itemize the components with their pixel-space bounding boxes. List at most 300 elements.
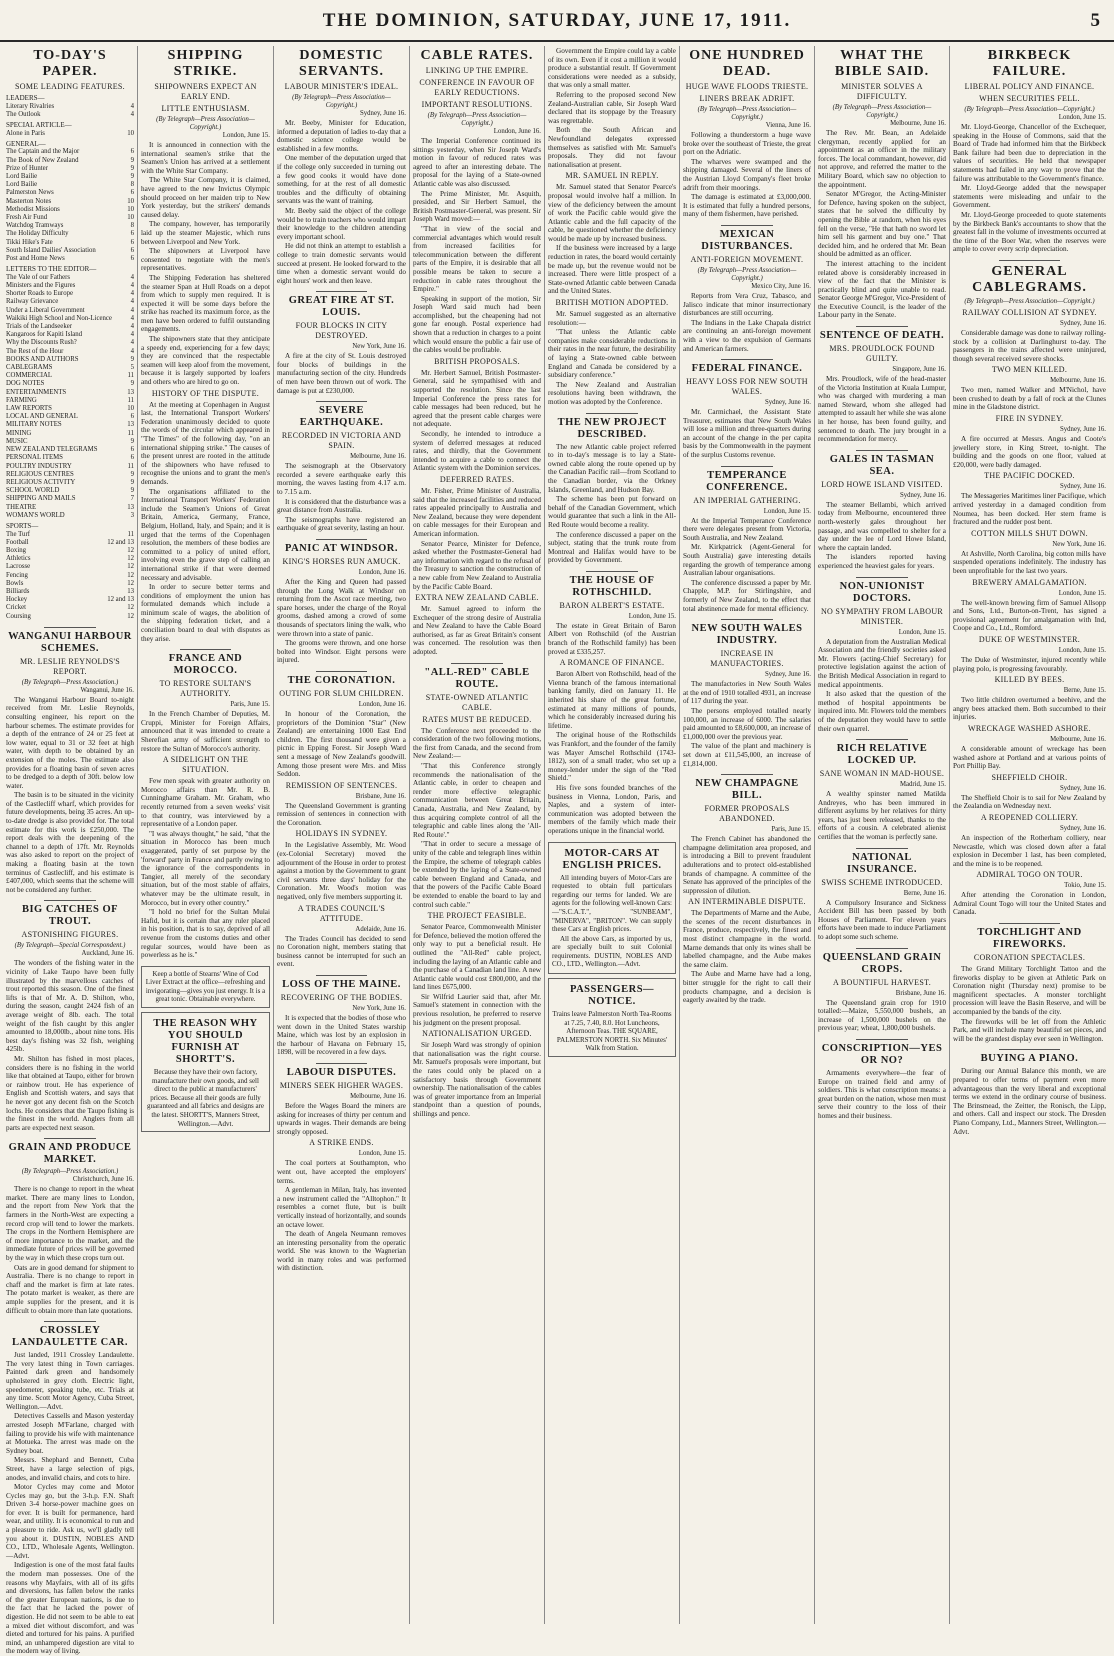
index-entry-page: 12: [127, 563, 134, 571]
separator: [999, 260, 1060, 261]
paragraph: The value of the plant and machinery is set down at £11,545,000, an increase of £1,814,000.: [683, 742, 811, 768]
headline: LOSS OF THE MAINE.: [282, 979, 401, 990]
index-letters: [6, 274, 134, 356]
headline: ONE HUNDRED DEAD.: [689, 48, 805, 79]
credit: (By Telegraph—Press Association—Copyright.): [292, 94, 391, 109]
article-body: [277, 802, 406, 828]
article-death-sentence: [818, 330, 946, 444]
headline: CONSCRIPTION—YES OR NO?: [821, 1043, 943, 1066]
paragraph: The grooms were thrown, and one horse bolted into Windsor. Eight persons were injured.: [277, 639, 406, 665]
article-body: [6, 1351, 134, 1656]
index-entry-label: The Rest of the Hour: [6, 347, 64, 355]
subheading: BRITISH PROPOSALS.: [434, 356, 520, 366]
cablegram-item: [953, 773, 1106, 811]
paragraph: "That unless the Atlantic cable companies make considerable reductions in their rates in the near future, the desirability of laying a State-owned cable between England and Canada be considered by a subsidiary conference.": [548, 328, 676, 380]
index-title: TO-DAY'S PAPER.: [33, 48, 107, 79]
advertisement: [141, 966, 270, 1008]
dateline: London, June 15.: [358, 1150, 406, 1158]
article-body: [548, 670, 676, 835]
index-entry: [6, 454, 134, 462]
separator: [999, 923, 1060, 924]
paragraph: He did not think an attempt to establish a college to train domestic servants would succeed at present. He looked forward to the time when a domestic servant would do eight hours' work and then leave.: [277, 242, 406, 285]
index-entry-page: 6: [130, 413, 134, 421]
index-entry: [6, 405, 134, 413]
article-body: [141, 141, 270, 387]
index-entry: [6, 148, 134, 156]
paragraph: The conference discussed a paper on the subject, stating that the trunk route from Montreal and Halifax would have to be provided by Government.: [548, 530, 676, 565]
article-coronation: [277, 675, 406, 969]
index-entry-page: 11: [127, 462, 134, 470]
headline: GREAT FIRE AT ST. LOUIS.: [288, 295, 395, 319]
advertisement: [141, 1012, 270, 1132]
cablegram-item: [953, 365, 1106, 412]
index-entry-page: 13: [127, 388, 134, 396]
article-doctors: [818, 581, 946, 734]
headline: LABOUR DISPUTES.: [286, 1066, 397, 1078]
index-entry-page: 9: [130, 437, 134, 445]
article-body: [141, 777, 270, 959]
dateline: Brisbane, June 16.: [895, 989, 946, 997]
article-gales: [818, 454, 946, 571]
index-sports: [6, 531, 134, 621]
dateline: London, June 15.: [898, 628, 946, 636]
paragraph: Mr. Herbert Samuel, British Postmaster-General, said he sympathised with and supported the resolution. Since the last Imperial Conference the press rates for cable messages had been reduced, but he agreed that the present cable charges were not adequate.: [413, 368, 541, 429]
article-wanganui: [6, 631, 134, 895]
index-entry: [6, 539, 134, 547]
index-entry-label: FARMING: [6, 396, 37, 404]
paragraph: The estate in Great Britain of Baron Albert von Rothschild (of the Austrian branch of the Rothschild family) has been proved at £335,257.: [548, 621, 676, 656]
article-body: [277, 1159, 406, 1273]
paragraph: The steamer Bellambi, which arrived today from Melbourne, encountered three north-westerly gales throughout her passage, and was compelled to shelter for a day under the lee of Lord Howe Island, where the captain landed.: [818, 500, 946, 552]
masthead-title: THE DOMINION, SATURDAY, JUNE 17, 1911.: [322, 10, 792, 31]
dateline: Wanganui, June 16.: [80, 686, 134, 694]
headline: TORCHLIGHT AND FIREWORKS.: [977, 927, 1082, 951]
index-entry: [6, 130, 134, 138]
dateline: London, June 15.: [222, 132, 270, 139]
paragraph: The shipowners at Liverpool have consented to negotiate with the men's representatives.: [141, 247, 270, 273]
index-entry: [6, 604, 134, 612]
paragraph: The Rev. Mr. Bean, an Adelaide clergyman, recently applied for an appointment as an officer in the military forces. The local commandant, however, did not approve, and referred the matter to the Military Board, which saw no objection to the appointment.: [818, 129, 946, 189]
index-entry-page: 4: [130, 290, 134, 298]
index-entry-page: 6: [130, 446, 134, 454]
headline: NEW CHAMPAGNE BILL.: [695, 778, 799, 802]
separator: [586, 413, 637, 414]
article-body: [277, 935, 406, 969]
separator: [856, 326, 907, 327]
paragraph: It is considered that the disturbance was a great distance from Australia.: [277, 497, 406, 515]
index-entry: [6, 111, 134, 119]
paragraph: Senator M'Gregor, the Acting-Minister for Defence, having spoken on the subject, states that he solved the difficulty by opening the Bible at random, when his eyes fell on the verse, "He that hath no sword let him sell his garment and buy one." That decided him, and he ordered that Mr. Bean should be admitted as an officer.: [818, 190, 946, 259]
paragraph: The manufactories in New South Wales at the end of 1910 totalled 4931, an increase of 117 during the year.: [683, 680, 811, 706]
index-entry: [6, 471, 134, 479]
article-body: [6, 959, 134, 1132]
subheading: BRITISH MOTION ADOPTED.: [555, 298, 669, 308]
index-entry-page: 13: [127, 503, 134, 511]
index-entry-page: 12: [127, 579, 134, 587]
index-entry: [6, 463, 134, 471]
index-entry-page: 4: [130, 298, 134, 306]
paragraph: Mr. Shilton has fished in most places, considers there is no fishing in the world like that obtained at Taupo, either for brown or rainbow trout. He has experience of English and Scottish waters, and says that he never got any decent fish on the Scotch lochs. He considers that the Taupo fishing is the finest in the world. Anglers from all parts are expected next season.: [6, 1054, 134, 1132]
subheading: MR. SAMUEL IN REPLY.: [565, 171, 659, 181]
index-entry-page: 4: [130, 347, 134, 355]
dateline: Sydney, June 16.: [1059, 426, 1106, 434]
index-entry: [6, 206, 134, 214]
cablegram-body: A fire occurred at Messrs. Angus and Coote's jewellery store, in King Street, to-night. The building and the goods on one floor, valued at £20,000, were badly damaged.: [953, 435, 1106, 469]
subheading: CORONATION SPECTACLES.: [973, 953, 1086, 963]
paragraph: The persons employed totalled nearly 100,000, an increase of 6000. The salaries paid amounted to £8,600,000, an increase of £1,000,000 over the previous year.: [683, 706, 811, 741]
index-entry-label: Tikki Hike's Fate: [6, 238, 53, 246]
article-mexican: [683, 229, 811, 353]
index-entry-page: 10: [127, 197, 134, 205]
dateline: London, June 15.: [1058, 589, 1106, 597]
headline: RICH RELATIVE LOCKED UP.: [836, 743, 928, 767]
headline: FEDERAL FINANCE.: [691, 363, 803, 375]
cablegram-headline: BREWERY AMALGAMATION.: [972, 577, 1087, 587]
article-body: [277, 578, 406, 665]
cablegram-body: Two men, named Walker and M'Nichol, have been crushed to death by a fall of rock at the Clunes mine in the Gladstone district.: [953, 386, 1106, 412]
paragraph: The Wanganui Harbour Board to-night received from Mr. Leslie Reynolds, consulting engineer, his report on the harbour schemes. The estimate provides for a depth of the entrance of 24 or 25 feet at low water, equal to 31 or 32 feet at high water, with depth to be obtained by an extension of the moles. The estimate also provides for a floating basin of seven acres to be dredged to a depth of 30ft. below low water.: [6, 695, 134, 790]
paragraph: The company, however, has temporarily laid up the steamer Majestic, which runs between Liverpool and New York.: [141, 220, 270, 246]
cablegram-item: [953, 529, 1106, 576]
paragraph: Oats are in good demand for shipment to Australia. There is no change to report in chaff and the market is firm at late rates. The potato market is weaker, as there are ample supplies for the present, and it is difficult to obtain more than late quotations.: [6, 1263, 134, 1315]
article-insurance: [818, 852, 946, 942]
index-entry-page: 3: [130, 511, 134, 519]
index-entry: [6, 214, 134, 222]
index-sub: SOME LEADING FEATURES.: [15, 82, 125, 91]
article-bible: [818, 48, 946, 320]
index-entry-page: 12 and 13: [107, 538, 134, 546]
subheading: SWISS SCHEME INTRODUCED.: [821, 877, 943, 887]
article-body: [683, 131, 811, 219]
dateline: London, June 16.: [358, 700, 406, 708]
dateline: Singapore, June 16.: [892, 366, 946, 374]
subheading: THE PROJECT FEASIBLE.: [427, 911, 527, 921]
credit: (By Telegraph—Press Association—Copyright.): [697, 106, 797, 121]
index-entry-label: CABLEGRAMS: [6, 364, 53, 372]
index-entry-page: 9: [130, 355, 134, 363]
index-entry-page: 9: [130, 156, 134, 164]
index-entry-label: The Captain and the Major: [6, 148, 80, 156]
credit: (By Telegraph—Press Association.): [21, 678, 119, 686]
index-entry-label: POULTRY INDUSTRY: [6, 462, 72, 470]
subheading: SANE WOMAN IN MAD-HOUSE.: [819, 769, 945, 779]
index-entry-page: 12: [127, 555, 134, 563]
subheading: OUTING FOR SLUM CHILDREN.: [279, 688, 404, 698]
paragraph: The basin is to be situated in the vicinity of the Castlecliff wharf, which provides for future developments, being 35 acres. An up-to-date dredge is also provided for. The total estimate for this work is £250,000. The report deals with the deepening of the channel to a depth of 17ft. Mr. Reynolds was also asked to report on the project of making a floating basin at the town terminus of Castlecliff, and his estimate is £407,000, which seems that the scheme will not be considered any further.: [6, 791, 134, 894]
ad-text: Keep a bottle of Stearns' Wine of Cod Liver Extract at the office—refreshing and invigorating—gives you just energy. It is a great tonic. Obtainable everywhere.: [145, 969, 266, 1004]
article-general-cablegrams: [953, 264, 1106, 917]
column-5: [548, 46, 676, 1624]
paragraph: The New Zealand and Australian resolutions having been withdrawn, the motion was adopted by the Conference.: [548, 380, 676, 406]
article-body: [683, 909, 811, 1005]
dateline: London, June 15.: [628, 612, 676, 620]
index-entry-page: 12: [127, 571, 134, 579]
index-entry-label: Methodist Missions: [6, 205, 60, 213]
cablegram-body: After attending the Coronation in London, Admiral Count Togo will tour the United States and Canada.: [953, 891, 1106, 917]
index-entry: [6, 580, 134, 588]
index-entry: [6, 331, 134, 339]
index-entry-label: Post and Home News: [6, 255, 65, 263]
article-body: [277, 1102, 406, 1136]
dateline: Melbourne, June 16.: [350, 1092, 406, 1100]
paragraph: The Conference next proceeded to the consideration of the two following motions, the first from Canada, and the second from New Zealand:—: [413, 726, 541, 761]
credit: (By Telegraph—Press Association—Copyright.): [427, 112, 527, 127]
index-entry: [6, 364, 134, 372]
paragraph: Government the Empire could lay a cable of its own. Even if it cost a million it would produce a substantial result. If Government considerations were needed as a subsidy, that was only a small matter.: [548, 47, 676, 90]
index-entry-page: 4: [130, 314, 134, 322]
article-body: [818, 999, 946, 1033]
index-entry-page: 9: [130, 487, 134, 495]
paragraph: Mr. Fisher, Prime Minister of Australia, said that the increased facilities and reduced rates appealed principally to Australia and New Zealand, because they were dependent on cable messages for their European and American information.: [413, 486, 541, 538]
paragraph: It also asked that the question of the method of hospital appointments be inquired into. Mr. Flowers told the members of the deputation they would have to settle their own quarrel.: [818, 690, 946, 733]
index-entry-page: 6: [130, 189, 134, 197]
dateline: London, June 15.: [1058, 646, 1106, 654]
index-entry-label: Billiards: [6, 587, 30, 595]
credit: (By Telegraph—Press Association—Copyright.): [832, 104, 932, 119]
paragraph: Mr. Lloyd-George, Chancellor of the Exchequer, speaking in the House of Commons, said that the Board of Trade had informed him that the Birkbeck Bank failure had been due to depreciation in the values of securities. He held that newspaper statements had failed in any way to prove that the failure was attributable to the Government's finance.: [953, 123, 1106, 183]
paragraph: Mr. Lloyd-George proceeded to quote statements by the Birkbeck Bank's accountants to show that the greatest fall in the volume of investments occurred at the time of the Boer War, when the reserves were ample to cover every scrip depreciation.: [953, 210, 1106, 254]
headline: QUEENSLAND GRAIN CROPS.: [822, 951, 942, 975]
cablegram-body: Two little children overturned a beehive, and the angry bees attacked them. Both succumbed to their injuries.: [953, 696, 1106, 722]
subheading: WHEN SECURITIES FELL.: [979, 94, 1080, 103]
dateline: New York, June 16.: [352, 1005, 406, 1012]
column-7: [818, 46, 946, 1624]
index-entry: [6, 157, 134, 165]
paragraph: The conference discussed a paper by Mr. Chapple, M.P. for Stirlingshire, and formerly of New Zealand, to the effect that total abstinence made for mental efficiency.: [683, 578, 811, 613]
index-entry: [6, 430, 134, 438]
separator: [856, 450, 907, 451]
cablegram-item: [953, 724, 1106, 771]
subheading: IMPORTANT RESOLUTIONS.: [421, 100, 533, 109]
paragraph: "That in order to secure a message of unity of the cable and telegraph lines within the Empire, the scheme of telegraph cables be extended by the laying of a State-owned cable between England and Canada, and that the powers of the Pacific Cable Board be extended to enable the board to lay and control such cable.": [413, 840, 541, 909]
index-entry: [6, 572, 134, 580]
subheading: SHIPOWNERS EXPECT AN EARLY END.: [154, 82, 257, 101]
paragraph: The Prime Minister, Mr. Asquith, presided, and Sir Herbert Samuel, the British Postmaster-General, was present. Sir Joseph Ward moved:—: [413, 189, 541, 224]
subheading: LORD HOWE ISLAND VISITED.: [821, 479, 943, 489]
index-entry-page: 12: [127, 546, 134, 554]
credit: (By Telegraph—Press Association.): [21, 1168, 119, 1176]
index-entry-label: Literary Rivalries: [6, 102, 55, 110]
index-entry-label: NEW ZEALAND TELEGRAMS: [6, 446, 98, 454]
article-temperance: [683, 470, 811, 614]
article-body: [413, 1041, 541, 1118]
ad-headline: THE REASON WHY YOU SHOULD FURNISH AT SHORTT'S.: [153, 1018, 258, 1066]
paragraph: Senator Pearce, Minister for Defence, asked whether the Postmaster-General had any information with regard to the refusal of the Treasury to sanction the construction of a new cable from New Zealand to Australia by the Pacific Cable Board.: [413, 539, 541, 591]
headline: PANIC AT WINDSOR.: [284, 543, 399, 554]
subheading: LINERS BREAK ADRIFT.: [699, 94, 795, 103]
index-entry-label: Railway Grievance: [6, 298, 59, 306]
cablegram-item: [953, 635, 1106, 673]
index-entry-label: RELIGIOUS CENTRES: [6, 470, 74, 478]
article-piano: [953, 1053, 1106, 1136]
headline: THE CORONATION.: [287, 674, 396, 686]
subheading: EXTRA NEW ZEALAND CABLE.: [415, 593, 539, 603]
paragraph: The Queensland grain crop for 1910 totalled:—Maize, 5,550,000 bushels, an increase of 1,500,000 bushels on the previous year; wheat, 1,800,000 bushels.: [818, 998, 946, 1033]
article-body: [277, 710, 406, 779]
index-entry-page: 12: [127, 612, 134, 620]
index-entry-page: 4: [130, 102, 134, 110]
separator: [721, 359, 772, 360]
index-entry: [6, 255, 134, 263]
index-entry: [6, 547, 134, 555]
dateline: Melbourne, June 16.: [350, 453, 406, 461]
column-rule: [544, 46, 545, 1624]
subheading: RECORDED IN VICTORIA AND SPAIN.: [281, 431, 402, 451]
article-rothschild: [548, 575, 676, 836]
paragraph: The scheme has been put forward on behalf of the Canadian Government, which would guarantee that such a link in the All-Red Route would become a reality.: [548, 495, 676, 529]
paragraph: Secondly, he intended to introduce a system of deferred messages at reduced rates, and thirdly, that the Government intended to acquire a cable to connect the Atlantic system with the Dominion services.: [413, 430, 541, 473]
credit: (By Telegraph—Press Association—Copyright.): [697, 266, 797, 282]
index-entry-page: 10: [127, 214, 134, 222]
cablegram-headline: WRECKAGE WASHED ASHORE.: [968, 723, 1091, 733]
subheading: HUGE WAVE FLOODS TRIESTE.: [685, 82, 809, 91]
paragraph: Mr. Carmichael, the Assistant State Treasurer, estimates that New South Wales will lose a million and three-quarters during an account of the change in the per capita basis by the Commonwealth in the payment of the surplus Customs revenue.: [683, 408, 811, 460]
paragraph: Mr. Samuel agreed to inform the Exchequer of the strong desire of Australia and New Zealand to have the Cable Board authorised, as far as Great Britain's consent was concerned. The resolution was then adopted.: [413, 605, 541, 657]
cablegram-body: The Messageries Maritimes liner Pacifique, which arrived yesterday in a damaged condition from Noumea, has been docked. Her stern frame is fractured and the rudder post bent.: [953, 492, 1106, 527]
paragraph: Both the South African and Newfoundland delegates expressed themselves as satisfied with Mr. Samuel's proposals. They did not favour nationalisation at present.: [548, 126, 676, 169]
article-body: [413, 487, 541, 591]
index-entry-label: Why the Discounts Rush?: [6, 339, 77, 347]
paragraph: The Indians in the Lake Chapala district are continuing an anti-foreign movement with a view to the expulsion of Germans and American farmers.: [683, 318, 811, 353]
index-entry-page: 11: [127, 530, 134, 538]
dateline: Adelaide, June 16.: [355, 925, 406, 933]
article-body: [6, 696, 134, 895]
article-body: [277, 352, 406, 395]
index-entry-label: The Book of New Zealand: [6, 156, 79, 164]
index-entry-label: MUSIC: [6, 437, 28, 445]
subheading: HEAVY LOSS FOR NEW SOUTH WALES.: [686, 377, 808, 397]
index-entry-page: 6: [130, 255, 134, 263]
index-entry: [6, 588, 134, 596]
index-entry: [6, 222, 134, 230]
index-entry: [6, 512, 134, 520]
index-entry-page: 10: [127, 405, 134, 413]
article-body: [953, 1067, 1106, 1136]
index-entry: [6, 563, 134, 571]
paragraph: The Departments of Marne and the Aube, the scenes of the recent disturbances in France, produce, respectively, the finest and most distinct champagne in the world. Marne demands that only its wines shall be labelled champagne, and the Aube makes the same claim.: [683, 909, 811, 969]
index-entry-label: MINING: [6, 429, 32, 437]
article-france-morocco: [141, 653, 270, 959]
paragraph: The wonders of the fishing water in the vicinity of Lake Taupo have been fully illustrated by the marvellous catches of trout reported this season. One of the finest lifts is that of Mr. A. D. Shilton, who, during the season, caught 2424 fish of an average weight of 8lb. each. The total weight of the fish caught by this angler amounted to 18,000lb., about nine tons. His best day's fishing was 32 fish, weighing 425lb.: [6, 959, 134, 1054]
headline: SHIPPING STRIKE.: [167, 48, 244, 79]
paragraph: The Queensland Government is granting remission of sentences in connection with the Coronation.: [277, 801, 406, 827]
article-federal-finance: [683, 363, 811, 460]
index-entry-page: 11: [127, 396, 134, 404]
index-entry-page: 11: [127, 372, 134, 380]
article-body: [548, 622, 676, 656]
dateline: Sydney, June 16.: [1059, 483, 1106, 491]
index-entry: [6, 247, 134, 255]
paragraph: Sir Joseph Ward was strongly of opinion that nationalisation was the right course. Mr. Samuel's proposals were important, but the rates could only be placed on a satisfactory basis through Government ownership. The nationalisation of the cables was of greater importance from an Imperial standpoint than a question of pounds, shillings and pence.: [413, 1041, 541, 1118]
index-entry-label: Shorter Roads to Europe: [6, 290, 74, 298]
paragraph: The Shipping Federation has sheltered the steamer Span at Hull Roads on a depot from which to supply men required. It is expected it will be some days before the strike has reached its maximum force, as the men have been ordered to fulfil outstanding engagements.: [141, 273, 270, 334]
index-leaders-head: LEADERS—: [6, 94, 45, 102]
article-cable-rates: [413, 48, 541, 657]
paragraph: Mr. Lloyd-George added that the newspaper statements were misleading and unfair to the Government.: [953, 184, 1106, 210]
index-entry: [6, 487, 134, 495]
index-entry: [6, 165, 134, 173]
index-entry: [6, 173, 134, 181]
column-rule: [679, 46, 680, 1624]
cablegram-body: The Duke of Westminster, injured recently while playing polo, is progressing favourably.: [953, 655, 1106, 673]
headline: MEXICAN DISTURBANCES.: [701, 228, 793, 252]
article-body: [277, 841, 406, 901]
paragraph: A deputation from the Australian Medical Association and the friendly societies asked Mr. Flowers (acting-Chief Secretary) for protective legislation against the action of the British Medical Association in regard to medical appointments.: [818, 637, 946, 689]
dateline: London, June 16.: [358, 569, 406, 576]
index-entry-label: BOOKS AND AUTHORS: [6, 355, 79, 363]
index-entry-page: 10: [127, 205, 134, 213]
separator: [44, 1321, 95, 1322]
index-entry: [6, 274, 134, 282]
index-entry-page: 9: [130, 164, 134, 172]
article-body: [818, 1069, 946, 1121]
column-rule: [409, 46, 410, 1624]
paragraph: The Imperial Conference continued its sittings yesterday, when Sir Joseph Ward's motion in favour of reduced rates was agreed to after an interesting debate. The proposal for the laying of a State-owned Atlantic cable was also discussed.: [413, 137, 541, 188]
article-conscription: [818, 1043, 946, 1121]
paragraph: It is announced in connection with the international seamen's strike that the Seamen's Union has arrived at a settlement with the White Star Company.: [141, 141, 270, 175]
cablegram-body: An inspection of the Rotherham colliery, near Newcastle, which was closed down after a fatal explosion in December 1 last, has been completed, and the mine is to be reopened.: [953, 833, 1106, 868]
ad-headline: PASSENGERS—NOTICE.: [569, 984, 655, 1008]
index-entry-page: 8: [130, 181, 134, 189]
dateline: Sydney, June 16.: [1059, 319, 1106, 327]
separator: [44, 1138, 95, 1139]
cablegram-headline: THE PACIFIC DOCKED.: [984, 471, 1075, 481]
index-entry-label: The Outlook: [6, 110, 41, 118]
paragraph: The Aube and Marne have had a long, bitter struggle for the right to call their products champagne, and a decision is eagerly awaited by the trade.: [683, 970, 811, 1005]
separator: [721, 774, 772, 775]
paragraph: Just landed, 1911 Crossley Landaulette. The very latest thing in Town carriages. Painted dark green and handsomely upholstered in grey cloth. Electric light, speedometer, speaking tube, etc. Trials at any time. Scott Motor Agency, Cuba Street, Wellington.—Advt.: [6, 1351, 134, 1411]
separator: [316, 539, 368, 540]
dateline: Berne, June 16.: [903, 889, 946, 897]
dateline: Sydney, June 16.: [764, 671, 811, 679]
article-body: [277, 119, 406, 285]
headline: NON-UNIONIST DOCTORS.: [839, 580, 925, 604]
headline: SEVERE EARTHQUAKE.: [299, 405, 384, 429]
subheading: ANTI-FOREIGN MOVEMENT.: [690, 254, 804, 264]
article-body: [683, 680, 811, 768]
separator: [316, 975, 368, 976]
headline: "ALL-RED" CABLE ROUTE.: [424, 666, 530, 690]
headline: GENERAL CABLEGRAMS.: [972, 263, 1087, 295]
index-entry-label: ENTERTAINMENTS: [6, 388, 67, 396]
index-entry-page: 6: [130, 454, 134, 462]
dateline: Vienna, June 16.: [765, 122, 811, 129]
page-number: 5: [1090, 10, 1100, 31]
paragraph: All the above Cars, as imported by us, are specially built to suit Colonial requirements. DUSTIN, NOBLES AND CO., LTD., Wellington.—Advt.: [552, 934, 672, 969]
advertisement: [548, 842, 676, 975]
column-2: [141, 46, 270, 1624]
separator: [721, 466, 772, 467]
separator: [451, 663, 502, 664]
index-entry: [6, 596, 134, 604]
index-entry-page: 6: [130, 148, 134, 156]
index-entry: [6, 230, 134, 238]
subheading: LINKING UP THE EMPIRE.: [425, 66, 529, 75]
article-body: [818, 790, 946, 842]
paragraph: Mr. Kirkpatrick (Agent-General for South Australia) gave interesting details regarding the growth of temperance among Australian labour organisations.: [683, 543, 811, 578]
cablegram-headline: SHEFFIELD CHOIR.: [991, 772, 1068, 782]
paragraph: The seismograph at the Observatory recorded a severe earthquake early this morning, the waves lasting from 4.17 a.m. to 7.15 a.m.: [277, 462, 406, 497]
article-earthquake: [277, 405, 406, 533]
subheading: KING'S HORSES RUN AMUCK.: [282, 557, 401, 566]
article-cable-continued: [548, 47, 676, 407]
article-domestic-servants: [277, 48, 406, 285]
headline: BUYING A PIANO.: [980, 1053, 1079, 1065]
article-body: [548, 47, 676, 169]
article-body: [413, 605, 541, 657]
index-entry: [6, 298, 134, 306]
article-body: [141, 710, 270, 753]
